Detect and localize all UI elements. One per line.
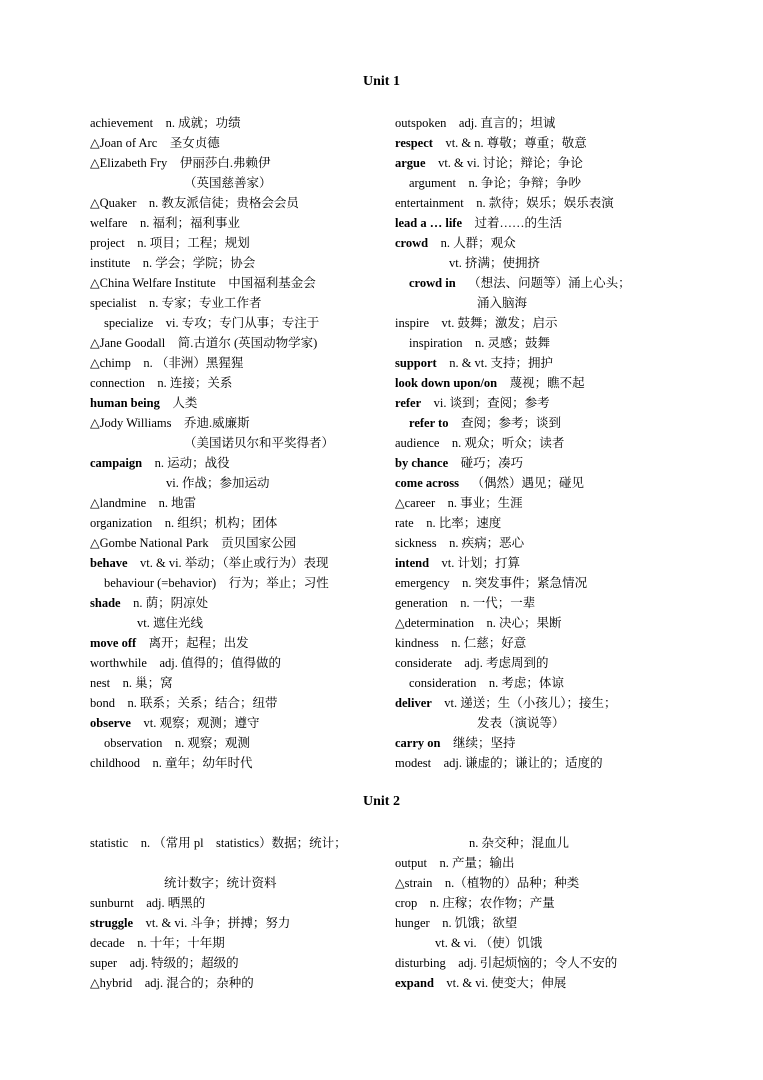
vocab-entry bbox=[90, 413, 250, 433]
vocab-entry bbox=[395, 433, 564, 453]
vocab-word: project bbox=[90, 236, 125, 250]
vocab-definition: （美国诺贝尔和平奖得者） bbox=[184, 436, 335, 450]
vocab-word: intend bbox=[395, 556, 430, 570]
vocab-entry bbox=[90, 393, 197, 413]
vocab-word: behave bbox=[90, 556, 128, 570]
vocab-definition: n. 成就；功绩 bbox=[165, 116, 241, 130]
vocab-entry bbox=[90, 513, 277, 533]
vocab-definition: n. 福利；福利事业 bbox=[139, 216, 240, 230]
vocab-definition: n. 观众；听众；读者 bbox=[451, 436, 565, 450]
vocab-entry bbox=[90, 273, 316, 293]
vocab-word: audience bbox=[395, 436, 440, 450]
vocab-definition: 离开；起程；出发 bbox=[148, 636, 249, 650]
vocab-entry bbox=[90, 193, 299, 213]
vocab-word: entertainment bbox=[395, 196, 464, 210]
vocab-word: observation bbox=[104, 736, 163, 750]
vocab-definition: adj. 晒黑的 bbox=[146, 896, 206, 910]
vocab-definition: n. 地雷 bbox=[158, 496, 197, 510]
vocab-word: hunger bbox=[395, 916, 430, 930]
vocab-definition: 统计数字；统计资料 bbox=[164, 876, 277, 890]
vocab-word: △landmine bbox=[90, 496, 147, 510]
vocab-definition: n. （非洲）黑猩猩 bbox=[143, 356, 244, 370]
vocab-definition: n. 庄稼；农作物；产量 bbox=[429, 896, 555, 910]
vocab-word: expand bbox=[395, 976, 434, 990]
vocab-word: respect bbox=[395, 136, 433, 150]
vocab-entry bbox=[90, 973, 254, 993]
vocab-entry bbox=[395, 733, 516, 753]
vocab-word: shade bbox=[90, 596, 121, 610]
vocab-definition: adj. 考虑周到的 bbox=[464, 656, 549, 670]
vocab-word: specialize bbox=[104, 316, 154, 330]
vocab-entry bbox=[395, 553, 520, 573]
vocab-entry bbox=[104, 733, 250, 753]
vocab-word: super bbox=[90, 956, 118, 970]
vocab-definition: 涌入脑海 bbox=[477, 296, 528, 310]
vocab-entry bbox=[395, 193, 614, 213]
vocab-word: welfare bbox=[90, 216, 128, 230]
vocab-definition: vt. & vi. 斗争；拼搏；努力 bbox=[145, 916, 291, 930]
vocab-word: △Jody Williams bbox=[90, 416, 172, 430]
vocab-definition: vi. 作战；参加运动 bbox=[166, 476, 270, 490]
vocab-entry bbox=[90, 353, 243, 373]
vocab-definition: n. 巢；窝 bbox=[122, 676, 173, 690]
vocab-definition: adj. 直言的；坦诚 bbox=[458, 116, 556, 130]
unit-1-title: Unit 1 bbox=[363, 74, 400, 89]
vocab-word: look down upon/on bbox=[395, 376, 498, 390]
vocab-entry bbox=[395, 913, 517, 933]
vocab-definition: 伊丽莎白.弗赖伊 bbox=[179, 156, 271, 170]
vocab-entry bbox=[90, 213, 240, 233]
vocab-entry bbox=[90, 253, 255, 273]
vocab-definition: n. & vt. 支持；拥护 bbox=[449, 356, 554, 370]
vocab-word: carry on bbox=[395, 736, 441, 750]
vocab-word: △Gombe National Park bbox=[90, 536, 209, 550]
vocab-entry bbox=[395, 853, 514, 873]
vocab-word: argue bbox=[395, 156, 426, 170]
vocab-definition: vt. 挤满；使拥挤 bbox=[449, 256, 540, 270]
vocab-word: childhood bbox=[90, 756, 140, 770]
vocab-word: emergency bbox=[395, 576, 450, 590]
vocab-entry bbox=[395, 613, 562, 633]
vocab-word: △China Welfare Institute bbox=[90, 276, 216, 290]
vocab-definition: 人类 bbox=[172, 396, 198, 410]
vocab-definition: n. 杂交种；混血儿 bbox=[469, 836, 570, 850]
vocab-definition: n. 比率；速度 bbox=[426, 516, 502, 530]
vocab-word: specialist bbox=[90, 296, 137, 310]
vocab-entry bbox=[90, 153, 270, 173]
vocab-definition: 查阅；参考；谈到 bbox=[460, 416, 561, 430]
vocab-definition: n. （常用 pl statistics）数据；统计； bbox=[140, 836, 347, 850]
vocab-definition: 贡贝国家公园 bbox=[221, 536, 297, 550]
vocab-word: △Elizabeth Fry bbox=[90, 156, 168, 170]
vocab-entry bbox=[449, 253, 540, 273]
vocab-word: inspiration bbox=[409, 336, 463, 350]
vocab-definition: vt. & vi. 讨论；辩论；争论 bbox=[438, 156, 583, 170]
vocab-definition: n. 产量；输出 bbox=[439, 856, 515, 870]
vocab-entry bbox=[409, 673, 564, 693]
vocab-entry bbox=[90, 653, 281, 673]
vocab-definition: 行为；举止；习性 bbox=[228, 576, 329, 590]
vocab-definition: n. 仁慈；好意 bbox=[451, 636, 527, 650]
vocab-entry bbox=[395, 533, 524, 553]
vocab-definition: 中国福利基金会 bbox=[228, 276, 316, 290]
vocab-word: worthwhile bbox=[90, 656, 147, 670]
vocab-entry bbox=[395, 973, 566, 993]
vocab-entry bbox=[90, 333, 317, 353]
vocab-definition: adj. 值得的；值得做的 bbox=[159, 656, 281, 670]
vocab-entry bbox=[90, 133, 220, 153]
vocab-definition: 碰巧；凑巧 bbox=[460, 456, 524, 470]
vocab-entry bbox=[90, 633, 249, 653]
vocab-word: decade bbox=[90, 936, 125, 950]
vocab-entry bbox=[395, 953, 617, 973]
vocab-word: modest bbox=[395, 756, 432, 770]
vocab-definition: n. 事业；生涯 bbox=[447, 496, 523, 510]
vocab-definition: 乔迪.威廉斯 bbox=[183, 416, 250, 430]
vocab-word: organization bbox=[90, 516, 153, 530]
vocab-definition: n. 突发事件；紧急情况 bbox=[462, 576, 588, 590]
vocab-word: observe bbox=[90, 716, 131, 730]
vocab-word: consideration bbox=[409, 676, 477, 690]
vocab-word: outspoken bbox=[395, 116, 447, 130]
vocab-word: △determination bbox=[395, 616, 475, 630]
vocab-definition: n. 考虑；体谅 bbox=[488, 676, 564, 690]
vocab-entry bbox=[90, 693, 278, 713]
vocab-entry bbox=[90, 893, 205, 913]
vocab-entry bbox=[104, 573, 329, 593]
vocab-word: move off bbox=[90, 636, 137, 650]
unit-2-title: Unit 2 bbox=[363, 794, 400, 809]
vocab-entry bbox=[395, 213, 562, 233]
vocab-word: △Joan of Arc bbox=[90, 136, 158, 150]
vocab-word: achievement bbox=[90, 116, 154, 130]
vocab-entry bbox=[90, 933, 225, 953]
vocab-entry bbox=[90, 593, 208, 613]
vocab-word: bond bbox=[90, 696, 115, 710]
vocab-entry bbox=[395, 573, 587, 593]
vocab-definition: n. 观察；观测 bbox=[174, 736, 250, 750]
vocab-word: support bbox=[395, 356, 437, 370]
vocab-entry bbox=[395, 113, 555, 133]
vocab-entry bbox=[395, 633, 526, 653]
vocab-entry bbox=[164, 873, 277, 893]
vocab-definition: vt. & vi. 举动；（举止或行为）表现 bbox=[140, 556, 329, 570]
vocab-word: crop bbox=[395, 896, 418, 910]
vocab-definition: n. 疾病；恶心 bbox=[449, 536, 525, 550]
vocab-word: refer bbox=[395, 396, 422, 410]
vocab-entry bbox=[395, 353, 553, 373]
vocab-word: come across bbox=[395, 476, 459, 490]
vocab-definition: n. 学会；学院；协会 bbox=[142, 256, 256, 270]
vocab-definition: adj. 特级的；超级的 bbox=[129, 956, 239, 970]
vocab-entry bbox=[184, 433, 334, 453]
vocab-definition: 圣女贞德 bbox=[169, 136, 220, 150]
vocab-word: lead a … life bbox=[395, 216, 463, 230]
vocab-entry bbox=[90, 373, 232, 393]
vocab-word: campaign bbox=[90, 456, 143, 470]
vocab-entry bbox=[90, 113, 241, 133]
vocab-definition: n. 十年；十年期 bbox=[137, 936, 225, 950]
vocab-entry bbox=[395, 473, 584, 493]
vocab-definition: n. 一代；一辈 bbox=[460, 596, 536, 610]
vocab-definition: vt. 鼓舞；激发；启示 bbox=[441, 316, 558, 330]
vocab-entry bbox=[90, 673, 173, 693]
vocab-entry bbox=[395, 453, 523, 473]
vocab-word: argument bbox=[409, 176, 456, 190]
vocab-word: institute bbox=[90, 256, 131, 270]
vocab-word: sickness bbox=[395, 536, 437, 550]
vocab-definition: （英国慈善家） bbox=[184, 176, 272, 190]
vocab-definition: n. 饥饿；欲望 bbox=[442, 916, 518, 930]
vocab-definition: n. 人群；观众 bbox=[440, 236, 516, 250]
vocab-definition: （想法、问题等）涌上心头； bbox=[468, 276, 631, 290]
vocab-word: inspire bbox=[395, 316, 430, 330]
vocab-entry bbox=[395, 893, 555, 913]
vocab-entry bbox=[395, 493, 523, 513]
vocab-definition: n. 项目；工程；规划 bbox=[137, 236, 250, 250]
vocab-word: generation bbox=[395, 596, 448, 610]
vocab-definition: 简.古道尔 (英国动物学家) bbox=[177, 336, 318, 350]
vocab-entry bbox=[90, 453, 230, 473]
vocab-word: △Quaker bbox=[90, 196, 137, 210]
vocab-definition: n. 组织；机构；团体 bbox=[164, 516, 278, 530]
vocab-entry bbox=[166, 473, 269, 493]
vocab-entry bbox=[90, 833, 347, 853]
vocab-definition: 蔑视；瞧不起 bbox=[509, 376, 585, 390]
vocab-entry bbox=[395, 593, 535, 613]
vocab-word: △strain bbox=[395, 876, 433, 890]
vocab-entry bbox=[395, 753, 603, 773]
vocab-word: statistic bbox=[90, 836, 129, 850]
vocab-definition: n. 联系；关系；结合；纽带 bbox=[127, 696, 278, 710]
vocab-word: △chimp bbox=[90, 356, 131, 370]
vocab-entry bbox=[435, 933, 542, 953]
vocab-entry bbox=[395, 313, 558, 333]
vocab-word: refer to bbox=[409, 416, 449, 430]
vocab-definition: n.（植物的）品种；种类 bbox=[444, 876, 580, 890]
vocab-definition: n. 专家；专业工作者 bbox=[149, 296, 262, 310]
vocab-definition: 继续；坚持 bbox=[452, 736, 516, 750]
vocab-word: △career bbox=[395, 496, 436, 510]
vocab-word: crowd bbox=[395, 236, 429, 250]
vocab-entry bbox=[90, 553, 329, 573]
vocab-definition: vt. & vi. 使变大；伸展 bbox=[446, 976, 567, 990]
vocab-word: disturbing bbox=[395, 956, 446, 970]
vocab-entry bbox=[395, 653, 548, 673]
vocab-word: by chance bbox=[395, 456, 449, 470]
vocab-word: connection bbox=[90, 376, 145, 390]
vocab-entry bbox=[104, 313, 319, 333]
vocab-definition: vt. & vi. （使）饥饿 bbox=[435, 936, 543, 950]
vocab-entry bbox=[409, 173, 581, 193]
vocab-definition: vi. 专攻；专门从事；专注于 bbox=[165, 316, 320, 330]
vocab-definition: n. 童年；幼年时代 bbox=[152, 756, 253, 770]
vocab-definition: n. 教友派信徒；贵格会会员 bbox=[148, 196, 299, 210]
vocab-entry bbox=[477, 713, 565, 733]
vocab-definition: n. 荫；阴凉处 bbox=[133, 596, 209, 610]
vocab-definition: n. 争论；争辩；争吵 bbox=[468, 176, 581, 190]
vocab-entry bbox=[90, 233, 250, 253]
vocab-word: kindness bbox=[395, 636, 439, 650]
vocab-word: nest bbox=[90, 676, 111, 690]
vocab-definition: n. 运动；战役 bbox=[154, 456, 230, 470]
vocab-definition: vt. 计划；打算 bbox=[441, 556, 521, 570]
vocab-word: △Jane Goodall bbox=[90, 336, 166, 350]
vocab-definition: n. 款待；娱乐；娱乐表演 bbox=[476, 196, 614, 210]
vocab-definition: adj. 引起烦恼的；令人不安的 bbox=[458, 956, 618, 970]
vocab-word: sunburnt bbox=[90, 896, 134, 910]
vocab-entry bbox=[395, 693, 617, 713]
vocab-word: struggle bbox=[90, 916, 134, 930]
vocab-entry bbox=[90, 953, 239, 973]
vocab-word: rate bbox=[395, 516, 414, 530]
vocab-entry bbox=[395, 873, 579, 893]
vocab-entry bbox=[469, 833, 569, 853]
vocab-entry bbox=[90, 493, 196, 513]
vocab-definition: 过着……的生活 bbox=[474, 216, 563, 230]
vocab-entry bbox=[90, 293, 262, 313]
vocab-definition: vt. & n. 尊敬；尊重；敬意 bbox=[445, 136, 587, 150]
vocab-entry bbox=[137, 613, 203, 633]
vocab-definition: vi. 谈到；查阅；参考 bbox=[433, 396, 550, 410]
vocab-entry bbox=[184, 173, 272, 193]
vocab-entry bbox=[409, 273, 631, 293]
vocab-entry bbox=[395, 373, 585, 393]
vocab-word: output bbox=[395, 856, 427, 870]
vocab-definition: n. 决心；果断 bbox=[486, 616, 562, 630]
vocab-definition: vt. 观察；观测；遵守 bbox=[143, 716, 260, 730]
vocab-word: deliver bbox=[395, 696, 432, 710]
vocab-definition: n. 灵感；鼓舞 bbox=[474, 336, 550, 350]
vocab-definition: vt. 遮住光线 bbox=[137, 616, 203, 630]
vocab-entry bbox=[90, 913, 290, 933]
vocab-entry bbox=[395, 233, 516, 253]
vocab-definition: vt. 递送；生（小孩儿）；接生； bbox=[444, 696, 617, 710]
vocab-entry bbox=[90, 533, 296, 553]
vocab-definition: adj. 谦虚的；谦让的；适度的 bbox=[443, 756, 603, 770]
vocab-definition: adj. 混合的；杂种的 bbox=[144, 976, 254, 990]
vocab-entry bbox=[477, 293, 527, 313]
vocab-word: considerate bbox=[395, 656, 452, 670]
vocab-entry bbox=[409, 413, 561, 433]
vocab-entry bbox=[90, 713, 259, 733]
vocab-entry bbox=[395, 153, 583, 173]
vocab-entry bbox=[395, 513, 501, 533]
vocab-definition: n. 连接；关系 bbox=[157, 376, 233, 390]
vocab-entry bbox=[90, 753, 253, 773]
vocab-word: behaviour (=behavior) bbox=[104, 576, 217, 590]
vocab-definition: 发表（演说等） bbox=[477, 716, 565, 730]
vocab-entry bbox=[409, 333, 550, 353]
vocab-word: crowd in bbox=[409, 276, 456, 290]
vocab-definition: （偶然）遇见；碰见 bbox=[471, 476, 584, 490]
vocab-entry bbox=[395, 393, 550, 413]
vocab-entry bbox=[395, 133, 587, 153]
vocab-word: human being bbox=[90, 396, 160, 410]
vocab-word: △hybrid bbox=[90, 976, 133, 990]
